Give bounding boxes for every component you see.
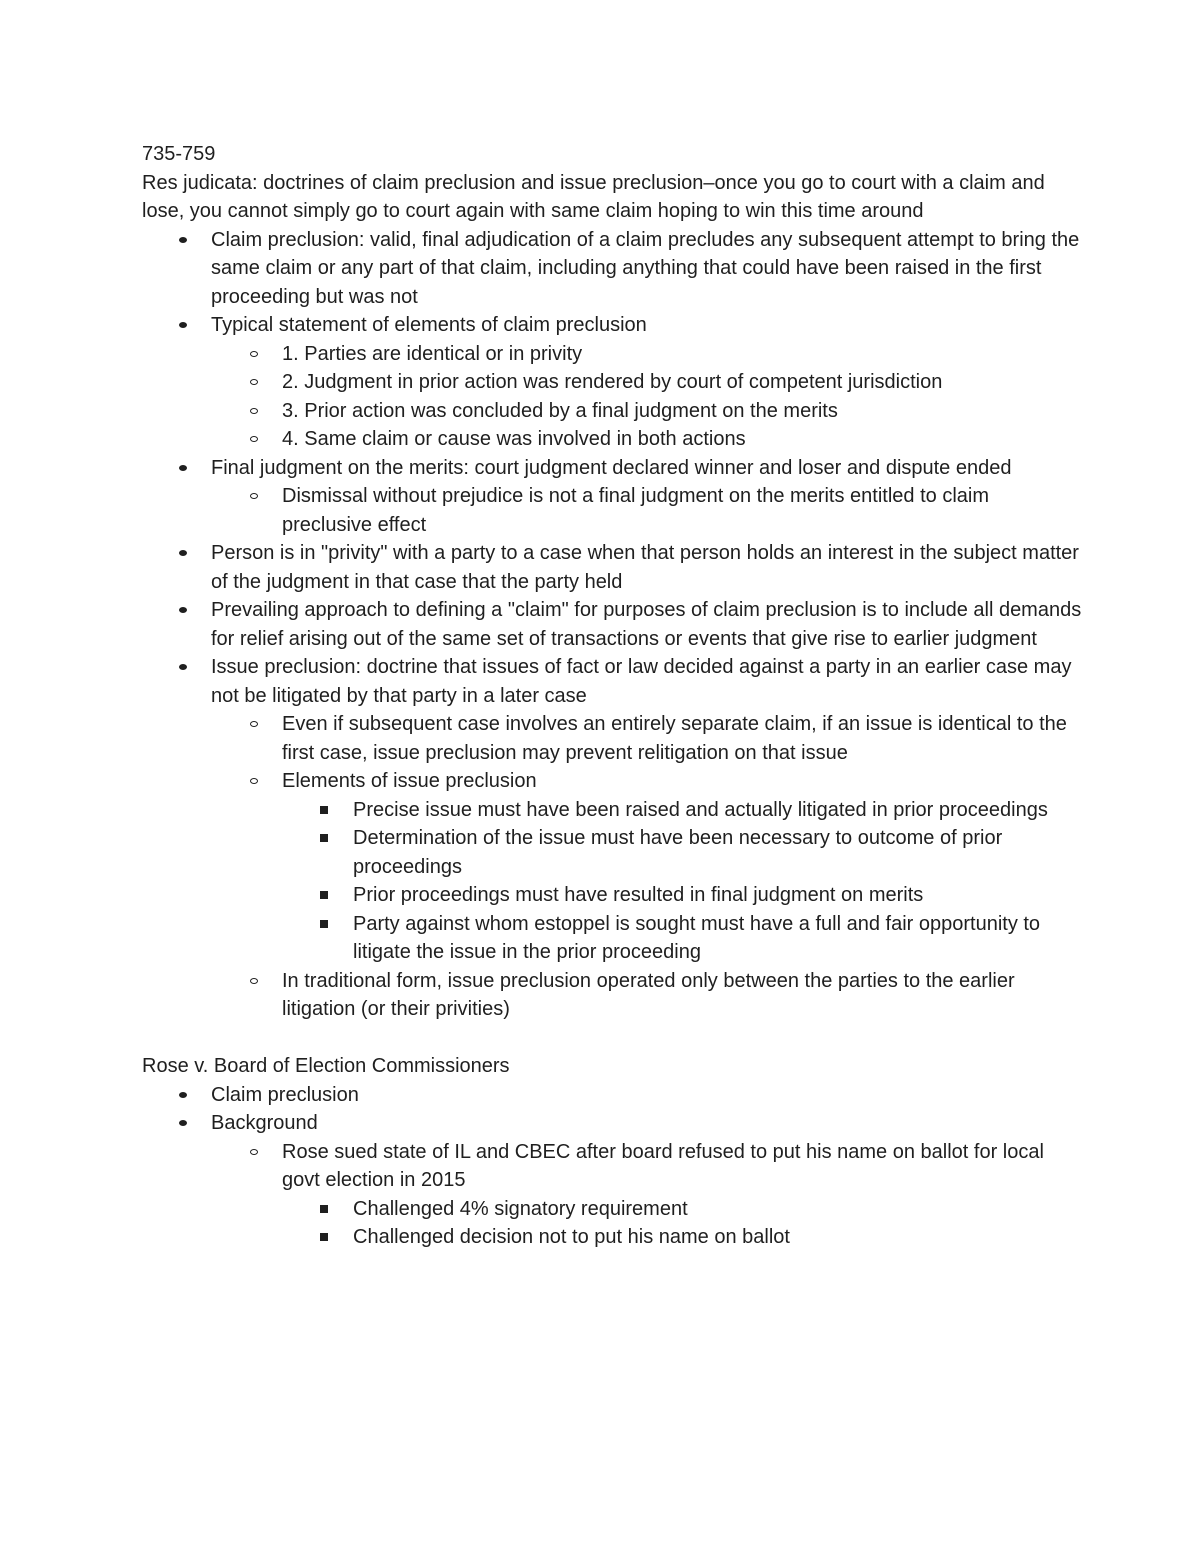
issue-element-item: Precise issue must have been raised and actually litigated in prior proceedings: [353, 798, 1048, 821]
bullet-circle-icon: [247, 368, 261, 397]
element-item: 1. Parties are identical or in privity: [282, 342, 583, 365]
list-item: [142, 910, 1082, 967]
elements-heading: Typical statement of elements of claim preclusion: [211, 314, 647, 336]
bullet-circle-icon: [247, 482, 261, 511]
bullet-circle-icon: [247, 340, 261, 369]
bullet-circle-icon: [247, 1138, 261, 1167]
list-item: [142, 710, 1082, 767]
list-item: [142, 653, 1082, 710]
bullet-disc-icon: [176, 653, 190, 682]
case-title: Rose v. Board of Election Commissioners: [142, 1055, 510, 1077]
element-item: 4. Same claim or cause was involved in both actions: [282, 428, 746, 450]
list-item: [142, 368, 1082, 397]
claim-preclusion-definition: Claim preclusion: valid, final adjudication of a claim precludes any subsequent attempt to bring the same claim or any part of that claim, including anything that could have been raised in the first proceeding but was not: [211, 228, 1080, 308]
list-item: [142, 881, 1082, 910]
list-item: [142, 425, 1082, 454]
res-judicata-list: [142, 226, 1082, 1024]
bullet-disc-icon: [176, 1081, 190, 1110]
bullet-square-icon: [317, 1195, 331, 1224]
prevailing-approach-note: Prevailing approach to defining a "claim" for purposes of claim preclusion is to include all demands for relief arising out of the same set of transactions or events that give rise to earlier judgment: [211, 599, 1082, 650]
list-item: [142, 767, 1082, 796]
background-label: Background: [211, 1112, 318, 1134]
bullet-disc-icon: [176, 596, 190, 625]
list-item: [142, 482, 1082, 539]
element-item: 3. Prior action was concluded by a final judgment on the merits: [282, 399, 838, 422]
list-item: [142, 311, 1082, 340]
spacer: [142, 1024, 1082, 1053]
bullet-disc-icon: [176, 454, 190, 483]
challenge-item: Challenged 4% signatory requirement: [353, 1197, 688, 1220]
issue-element-item: Party against whom estoppel is sought must have a full and fair opportunity to litigate the issue in the prior proceeding: [353, 912, 1041, 963]
list-item: [142, 967, 1082, 1024]
page-range: 735-759: [142, 143, 216, 165]
list-item: [142, 824, 1082, 881]
bullet-disc-icon: [176, 226, 190, 255]
separate-claim-note: Even if subsequent case involves an entirely separate claim, if an issue is identical to the first case, issue preclusion may prevent relitigation on that issue: [282, 713, 1067, 764]
list-item: [142, 226, 1082, 312]
list-item: [142, 1195, 1082, 1224]
traditional-form-note: In traditional form, issue preclusion operated only between the parties to the earlier litigation (or their privities): [282, 969, 1015, 1020]
bullet-square-icon: [317, 796, 331, 825]
list-item: [142, 454, 1082, 483]
list-item: [142, 796, 1082, 825]
list-item: [142, 340, 1082, 369]
list-item: [142, 1081, 1082, 1110]
bullet-circle-icon: [247, 710, 261, 739]
bullet-disc-icon: [176, 311, 190, 340]
case-notes-list: [142, 1081, 1082, 1252]
issue-element-item: Determination of the issue must have been necessary to outcome of prior proceedings: [353, 827, 1003, 878]
bullet-disc-icon: [176, 1109, 190, 1138]
list-item: [142, 397, 1082, 426]
intro-paragraph: Res judicata: doctrines of claim preclusion and issue preclusion–once you go to court with a claim and lose, you cannot simply go to court again with same claim hoping to win this time around: [142, 171, 1045, 222]
list-item: [142, 1223, 1082, 1252]
dismissal-note: Dismissal without prejudice is not a final judgment on the merits entitled to claim preclusive effect: [282, 485, 989, 536]
challenge-item: Challenged decision not to put his name on ballot: [353, 1226, 790, 1248]
bullet-square-icon: [317, 824, 331, 853]
bullet-square-icon: [317, 910, 331, 939]
bullet-circle-icon: [247, 967, 261, 996]
issue-preclusion-definition: Issue preclusion: doctrine that issues of fact or law decided against a party in an earlier case may not be litigated by that party in a later case: [211, 656, 1072, 707]
bullet-disc-icon: [176, 539, 190, 568]
list-item: [142, 1138, 1082, 1195]
bullet-circle-icon: [247, 425, 261, 454]
bullet-circle-icon: [247, 397, 261, 426]
bullet-square-icon: [317, 881, 331, 910]
document-page: [142, 140, 1082, 1252]
bullet-square-icon: [317, 1223, 331, 1252]
issue-elements-heading: Elements of issue preclusion: [282, 770, 537, 792]
background-fact: Rose sued state of IL and CBEC after board refused to put his name on ballot for local govt election in 2015: [282, 1140, 1044, 1191]
privity-note: Person is in "privity" with a party to a case when that person holds an interest in the subject matter of the judgment in that case that the party held: [211, 542, 1079, 593]
case-topic: Claim preclusion: [211, 1083, 359, 1106]
bullet-circle-icon: [247, 767, 261, 796]
list-item: [142, 596, 1082, 653]
element-item: 2. Judgment in prior action was rendered by court of competent jurisdiction: [282, 371, 943, 393]
list-item: [142, 1109, 1082, 1138]
issue-element-item: Prior proceedings must have resulted in final judgment on merits: [353, 884, 924, 906]
list-item: [142, 539, 1082, 596]
final-judgment-note: Final judgment on the merits: court judgment declared winner and loser and dispute ended: [211, 456, 1012, 479]
